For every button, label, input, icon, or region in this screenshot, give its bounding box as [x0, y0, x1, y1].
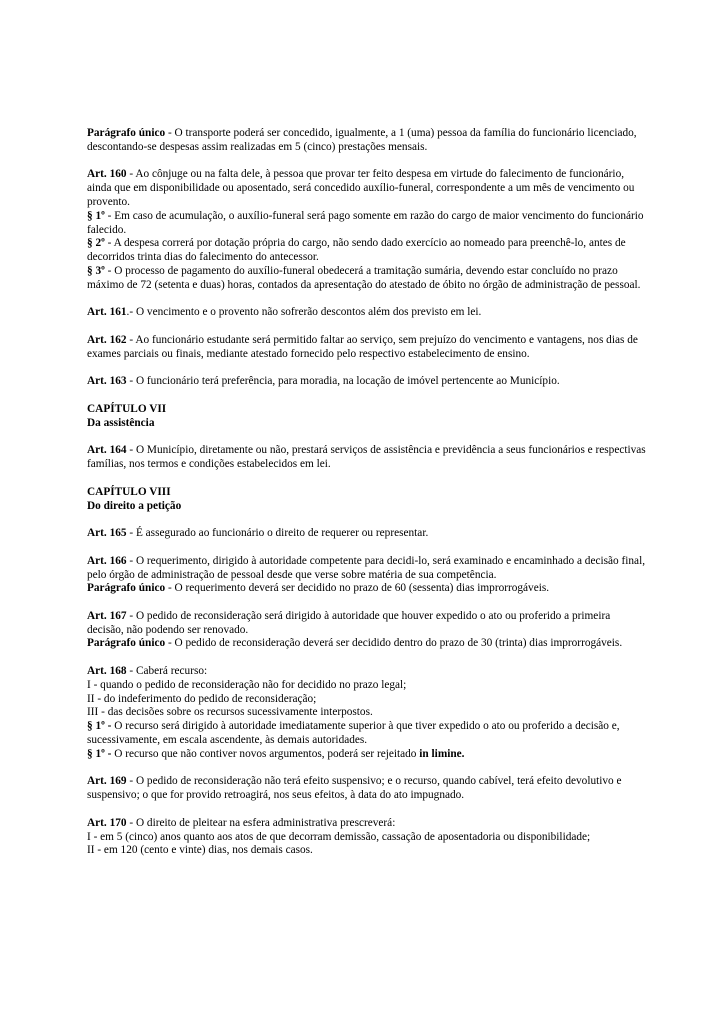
text-line	[87, 486, 647, 500]
text-run: - A despesa correrá por dotação própria do cargo, não sendo dado exercício ao nomeado para preenchê-lo, antes de decorridos trinta dias do falecimento do antecessor.	[87, 237, 626, 264]
bold-run: Art. 162	[87, 333, 127, 346]
text-line	[87, 375, 647, 389]
text-line	[87, 610, 647, 638]
text-line	[87, 334, 647, 362]
bold-run: Parágrafo único	[87, 127, 166, 139]
text-run: - Em caso de acumulação, o auxílio-funeral será pago somente em razão do cargo de maior vencimento do funcionário falecido.	[87, 209, 644, 236]
text-run: - O Município, diretamente ou não, prestará serviços de assistência e previdência a seus funcionários e respectivas famílias, nos termos e condições estabelecidos em lei.	[87, 444, 646, 471]
text-line	[87, 844, 647, 858]
bold-run: § 2º	[87, 237, 105, 250]
text-line	[87, 582, 647, 596]
text-line	[87, 210, 647, 238]
bold-run: § 1º -	[87, 720, 112, 733]
bold-run: Art. 160	[87, 168, 127, 181]
text-line	[87, 265, 647, 293]
text-line	[87, 237, 647, 265]
text-line	[87, 444, 647, 472]
text-run: - O transporte poderá ser concedido, igualmente, a 1 (uma) pessoa da família do funcionário licenciado, descontando-se despesas assim realizadas em 5 (cinco) prestações mensais.	[87, 127, 637, 153]
text-line	[87, 555, 647, 583]
text-line	[87, 127, 647, 155]
bold-run: CAPÍTULO VII	[87, 402, 167, 415]
text-line	[87, 706, 647, 720]
text-run: O recurso que não contiver novos argumentos, poderá ser rejeitado	[111, 747, 420, 760]
bold-run: Parágrafo único	[87, 582, 166, 595]
paragraph-art-160	[87, 168, 647, 292]
text-run: - O direito de pleitear na esfera administrativa prescreverá:	[126, 816, 396, 829]
bold-run: Art. 167	[87, 609, 127, 622]
paragraph-art-168	[87, 665, 647, 762]
bold-run: Art. 164	[87, 444, 127, 457]
text-run: - O pedido de reconsideração deverá ser decidido dentro do prazo de 30 (trinta) dias improrrogáveis.	[165, 637, 623, 650]
text-run: - O pedido de reconsideração não terá efeito suspensivo; e o recurso, quando cabível, terá efeito devolutivo e suspensivo; o que for provido retroagirá, nos seus efeitos, à data do ato impugnado.	[87, 775, 622, 802]
text-run: - O pedido de reconsideração será dirigido à autoridade que houver expedido o ato ou proferido a primeira decisão, não podendo ser renovado.	[87, 609, 611, 636]
text-run: - O processo de pagamento do auxílio-funeral obedecerá a tramitação sumária, devendo estar concluído no prazo máximo de 72 (setenta e duas) horas, contados da apresentação do atestado de óbito no órgão de administração de pessoal.	[87, 264, 641, 291]
text-run: I - quando o pedido de reconsideração não for decidido no prazo legal;	[87, 678, 407, 691]
paragraph-art-169	[87, 775, 647, 803]
paragraph-art-170	[87, 817, 647, 858]
document-page	[87, 127, 647, 872]
text-run: II - em 120 (cento e vinte) dias, nos demais casos.	[87, 844, 313, 857]
paragraph-art-167	[87, 610, 647, 651]
text-line	[87, 417, 647, 431]
text-run: - É assegurado ao funcionário o direito de requerer ou representar.	[126, 527, 429, 540]
paragraph-capitulo-vii	[87, 403, 647, 431]
paragraph-art-166	[87, 555, 647, 596]
paragraph-art-165	[87, 527, 647, 541]
text-run: III - das decisões sobre os recursos sucessivamente interpostos.	[87, 706, 373, 719]
text-line	[87, 817, 647, 831]
text-line	[87, 665, 647, 679]
text-run: .- O vencimento e o provento não sofrerão descontos além dos previsto em lei.	[126, 306, 482, 319]
bold-run: § 1º	[87, 209, 105, 222]
paragraph-capitulo-viii	[87, 486, 647, 514]
bold-run: Art. 170	[87, 816, 127, 829]
bold-run: § 3º	[87, 264, 105, 277]
text-line	[87, 775, 647, 803]
paragraph-art-164	[87, 444, 647, 472]
text-run: II - do indeferimento do pedido de reconsideração;	[87, 692, 317, 705]
text-line	[87, 168, 647, 209]
bold-run: Art. 165	[87, 527, 127, 540]
text-line	[87, 403, 647, 417]
bold-run: § 1º -	[87, 747, 112, 760]
text-line	[87, 500, 647, 514]
bold-run: Art. 166	[87, 554, 127, 567]
text-run: I - em 5 (cinco) anos quanto aos atos de que decorram demissão, cassação de aposentadoria ou disponibilidade;	[87, 830, 591, 843]
paragraph-art-161	[87, 306, 647, 320]
text-run: - Caberá recurso:	[126, 665, 208, 678]
text-line	[87, 720, 647, 748]
text-line	[87, 748, 647, 762]
paragraph-art-163	[87, 375, 647, 389]
text-run: O recurso será dirigido à autoridade imediatamente superior à que tiver expedido o ato ou proferido a decisão e, sucessivamente, em escala ascendente, às demais autoridades.	[87, 720, 620, 747]
text-line	[87, 637, 647, 651]
text-line	[87, 527, 647, 541]
text-line	[87, 306, 647, 320]
text-line	[87, 693, 647, 707]
bold-run: Art. 161	[87, 306, 127, 319]
text-run: - O funcionário terá preferência, para moradia, na locação de imóvel pertencente ao Município.	[126, 375, 560, 388]
text-line	[87, 679, 647, 693]
text-run: - Ao cônjuge ou na falta dele, à pessoa que provar ter feito despesa em virtude do falecimento de funcionário, ainda que em disponibilidade ou aposentado, será concedido auxílio-funeral, correspondente a um mês de vencimento ou provento.	[87, 168, 635, 208]
bold-run: Do direito a petição	[87, 499, 182, 512]
text-run: - Ao funcionário estudante será permitido faltar ao serviço, sem prejuízo do vencimento e vantagens, nos dias de exames parciais ou finais, mediante atestado fornecido pelo respectivo estabelecimento de ensino.	[87, 333, 638, 360]
bold-run: Art. 169	[87, 775, 127, 788]
bold-run: Art. 168	[87, 665, 127, 678]
paragraph-p-paragrafo-unico-159	[87, 127, 647, 155]
text-run: - O requerimento deverá ser decidido no prazo de 60 (sessenta) dias improrrogáveis.	[165, 582, 550, 595]
bold-run: in limine.	[419, 747, 465, 760]
bold-run: Parágrafo único	[87, 637, 166, 650]
bold-run: CAPÍTULO VIII	[87, 485, 171, 498]
text-line	[87, 831, 647, 845]
bold-run: Da assistência	[87, 416, 155, 429]
bold-run: Art. 163	[87, 375, 127, 388]
paragraph-art-162	[87, 334, 647, 362]
text-run: - O requerimento, dirigido à autoridade competente para decidi-lo, será examinado e encaminhado a decisão final, pelo órgão de administração de pessoal desde que verse sobre matéria de sua competência.	[87, 554, 646, 581]
